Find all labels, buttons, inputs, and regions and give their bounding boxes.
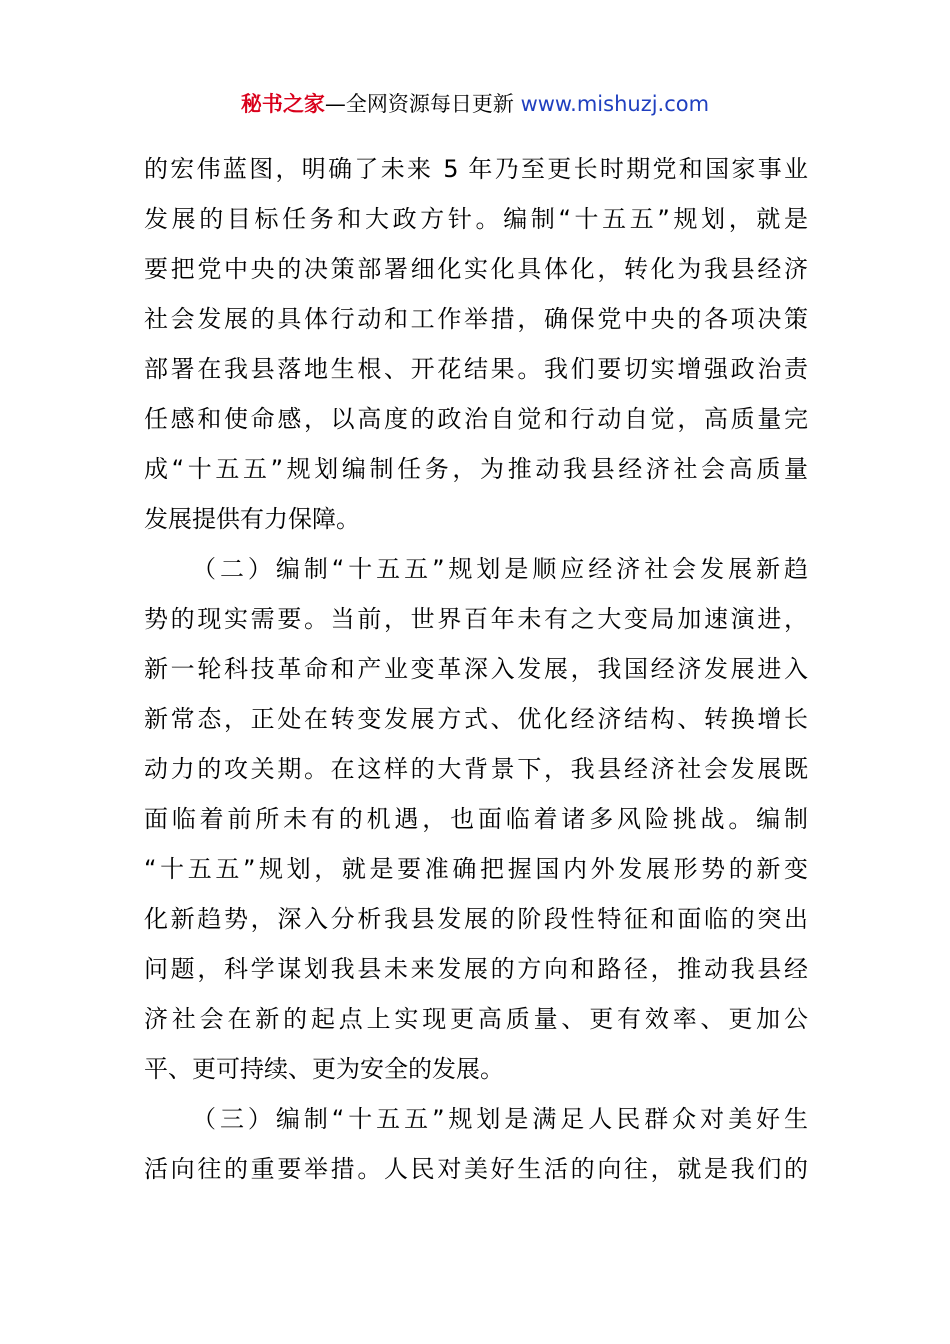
text-line: 问题，科学谋划我县未来发展的方向和路径，推动我县经 [144, 955, 808, 983]
text-line: 活向往的重要举措。人民对美好生活的向往，就是我们的 [144, 1155, 808, 1183]
text-line: 任感和使命感，以高度的政治自觉和行动自觉，高质量完 [144, 405, 808, 433]
text-line: 发展提供有力保障。 [144, 505, 360, 533]
document-body [144, 144, 808, 1194]
text-line: 成“十五五”规划编制任务，为推动我县经济社会高质量 [144, 455, 808, 483]
text-line: 面临着前所未有的机遇，也面临着诸多风险挑战。编制 [144, 805, 808, 833]
text-line: 社会发展的具体行动和工作举措，确保党中央的各项决策 [144, 305, 808, 333]
text-line: 的宏伟蓝图，明确了未来 5 年乃至更长时期党和国家事业 [144, 155, 808, 183]
text-line: 要把党中央的决策部署细化实化具体化，转化为我县经济 [144, 255, 808, 283]
section-heading-line: （三）编制“十五五”规划是满足人民群众对美好生 [192, 1105, 808, 1133]
site-header [0, 86, 950, 122]
text-line: 新一轮科技革命和产业变革深入发展，我国经济发展进入 [144, 655, 808, 683]
text-line: 新常态，正处在转变发展方式、优化经济结构、转换增长 [144, 705, 808, 733]
text-line: 势的现实需要。当前，世界百年未有之大变局加速演进， [144, 605, 808, 633]
section-heading-line: （二）编制“十五五”规划是顺应经济社会发展新趋 [192, 555, 808, 583]
text-line: “十五五”规划，就是要准确把握国内外发展形势的新变 [144, 855, 808, 883]
brand-name: 秘书之家 [240, 92, 325, 116]
text-line: 发展的目标任务和大政方针。编制“十五五”规划，就是 [144, 205, 808, 233]
header-tagline: —全网资源每日更新 [324, 92, 521, 116]
text-line: 平、更可持续、更为安全的发展。 [144, 1055, 504, 1083]
text-line: 动力的攻关期。在这样的大背景下，我县经济社会发展既 [144, 755, 808, 783]
text-line: 化新趋势，深入分析我县发展的阶段性特征和面临的突出 [144, 905, 808, 933]
site-url-link[interactable]: www.mishuzj.com [520, 92, 710, 116]
text-line: 部署在我县落地生根、开花结果。我们要切实增强政治责 [144, 355, 808, 383]
text-line: 济社会在新的起点上实现更高质量、更有效率、更加公 [144, 1005, 808, 1033]
